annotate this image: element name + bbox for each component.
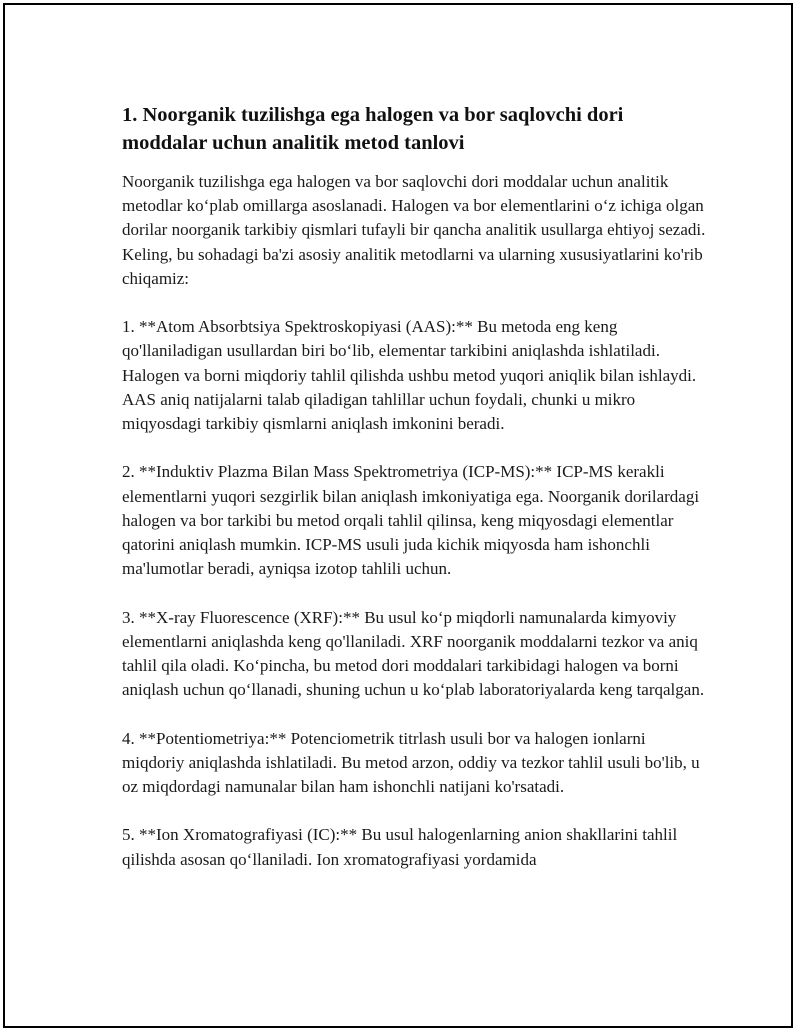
- paragraph-potentiometry: 4. **Potentiometriya:** Potenciometrik titrlash usuli bor va halogen ionlarni miqdoriy aniqlashda ishlatiladi. Bu metod arzon, oddiy va tezkor tahlil usuli bo'lib, u oz miqdordagi namunalar bilan ham ishonchli natijani ko'rsatadi.: [122, 728, 700, 797]
- paragraph-xrf: 3. **X-ray Fluorescence (XRF):** Bu usul ko‘p miqdorli namunalarda kimyoviy elementlarni aniqlashda keng qo'llaniladi. XRF noorganik moddalarni tezkor va aniq tahlil qila oladi. Ko‘pincha, bu metod dori moddalari tarkibidagi halogen va borni aniqlash uchun qo‘llanadi, shuning uchun u ko‘plab laboratoriyalarda keng tarqalgan.: [122, 607, 705, 700]
- document-body: [122, 101, 712, 896]
- intro-paragraph: Noorganik tuzilishga ega halogen va bor saqlovchi dori moddalar uchun analitik metodlar ko‘plab omillarga asoslanadi. Halogen va bor elementlarini o‘z ichiga olgan dorilar noorganik tarkibiy qismlari tufayli bir qancha analitik usullarga ehtiyoj sezadi. Keling, bu sohadagi ba'zi asosiy analitik metodlarni va ularning xususiyatlarini ko'rib chiqamiz:: [122, 172, 706, 288]
- paragraph-aas: 1. **Atom Absorbtsiya Spektroskopiyasi (AAS):** Bu metoda eng keng qo'llaniladigan usullardan biri bo‘lib, elementar tarkibini aniqlashda ishlatiladi. Halogen va borni miqdoriy tahlil qilishda ushbu metod yuqori aniqlik bilan ishlaydi. AAS aniq natijalarni talab qiladigan tahlillar uchun foydali, chunki u mikro miqyosdagi tarkibiy qismlarni aniqlash imkonini beradi.: [122, 317, 697, 434]
- paragraph-icp-ms: 2. **Induktiv Plazma Bilan Mass Spektrometriya (ICP-MS):** ICP-MS kerakli elementlarni yuqori sezgirlik bilan aniqlash imkoniyatiga ega. Noorganik dorilardagi halogen va bor tarkibi bu metod orqali tahlil qilinsa, keng miqyosdagi elementlar qatorini aniqlash mumkin. ICP-MS usuli juda kichik miqyosda ham ishonchli ma'lumotlar beradi, ayniqsa izotop tahlili uchun.: [122, 462, 700, 579]
- page-frame: [3, 3, 793, 1028]
- paragraph-ion-chromatography: 5. **Ion Xromatografiyasi (IC):** Bu usul halogenlarning anion shakllarini tahlil qilishda asosan qo‘llaniladi. Ion xromatografiyasi yordamida: [122, 825, 678, 869]
- section-heading: 1. Noorganik tuzilishga ega halogen va bor saqlovchi dori moddalar uchun analitik metod tanlovi: [122, 104, 624, 154]
